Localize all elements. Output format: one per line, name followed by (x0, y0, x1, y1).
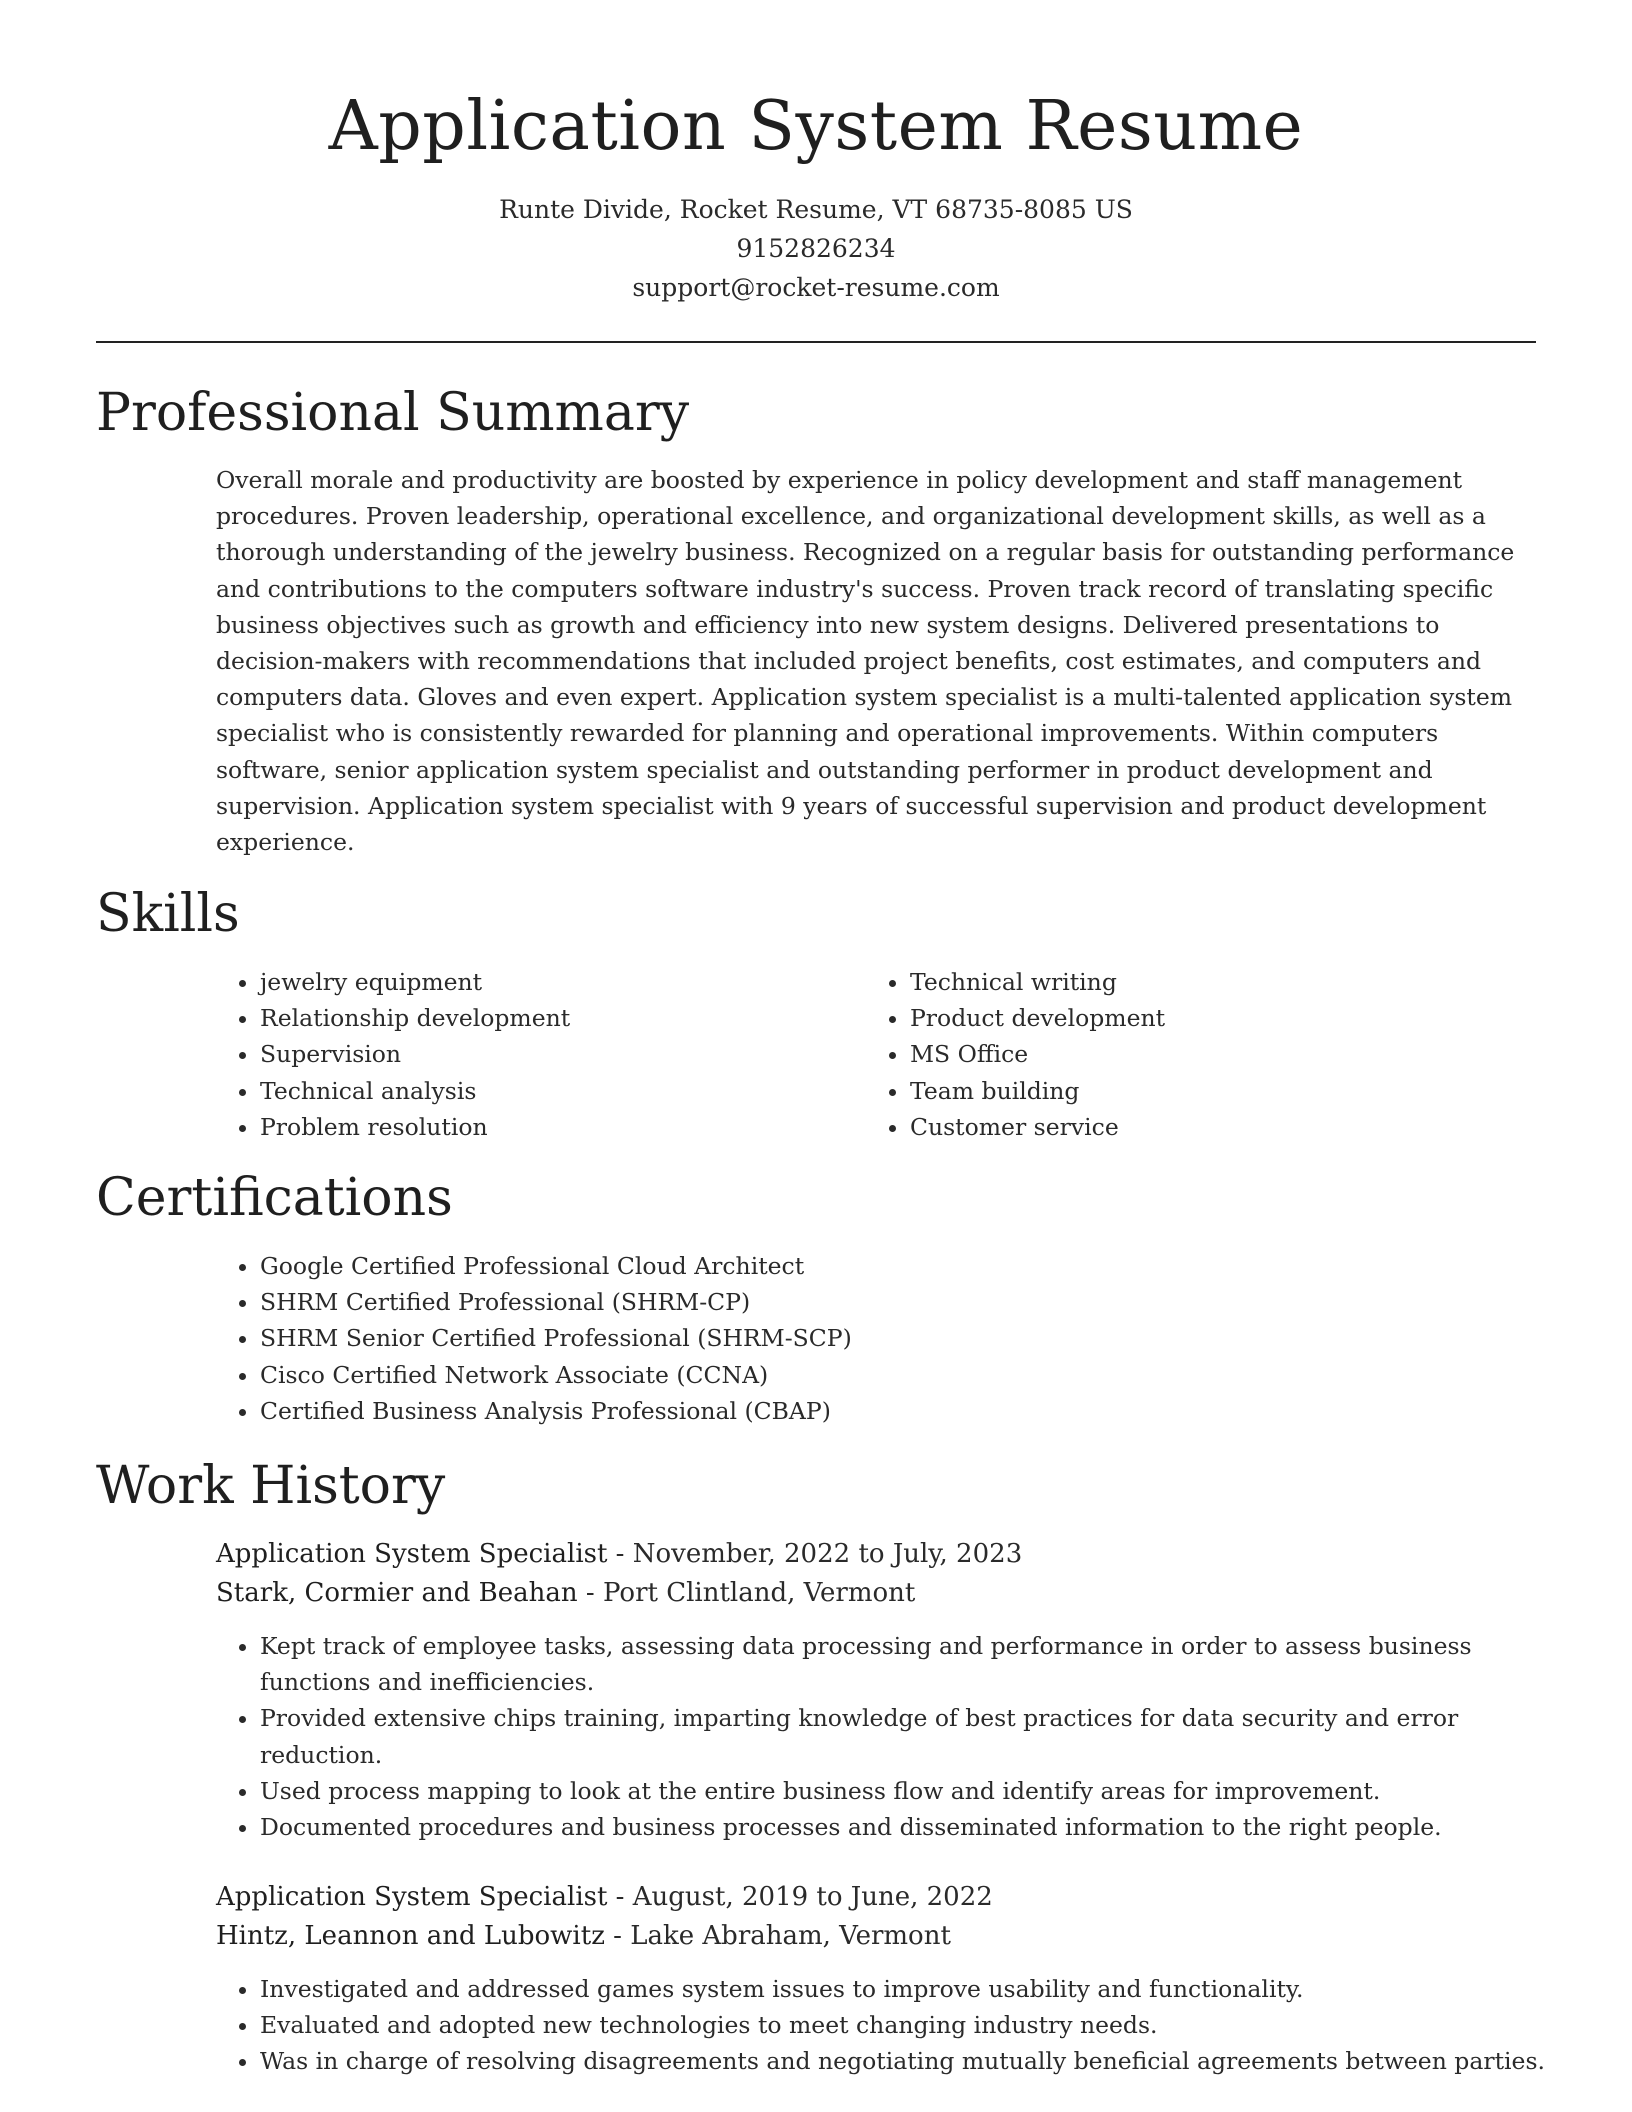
job-title: Application System Specialist (216, 1539, 608, 1569)
certification-item: • Cisco Certified Network Associate (CCNA) (260, 1357, 1560, 1393)
address-line: Runte Divide, Rocket Resume, VT 68735-8085 US (499, 195, 1133, 224)
certification-item: • SHRM Senior Certified Professional (SHRM-SCP) (260, 1320, 1560, 1356)
summary-heading: Professional Summary (96, 383, 690, 443)
job-title-line: Application System Specialist - August, 2019 to June, 2022 (216, 1882, 993, 1912)
job-bullet: • Was in charge of resolving disagreements and negotiating mutually beneficial agreements between parties. (260, 2043, 1560, 2079)
certification-item: • Google Certified Professional Cloud Architect (260, 1248, 1560, 1284)
skill-item: • Supervision (260, 1036, 860, 1072)
work-history-heading: Work History (96, 1456, 446, 1516)
skill-item: • Problem resolution (260, 1109, 860, 1145)
job-title-line: Application System Specialist - November, 2022 to July, 2023 (216, 1539, 1023, 1569)
job-bullets (216, 1628, 1560, 1845)
skills-list-right (866, 964, 1510, 1145)
job-company: Hintz, Leannon and Lubowitz (216, 1920, 605, 1951)
job-header (216, 1535, 1022, 1612)
phone-line: 9152826234 (736, 234, 896, 263)
job-title: Application System Specialist (216, 1882, 608, 1912)
skills-heading: Skills (96, 884, 240, 944)
skill-item: • Customer service (910, 1109, 1510, 1145)
job-dates: November, 2022 to July, 2023 (632, 1539, 1023, 1569)
job-location: Lake Abraham, Vermont (630, 1920, 951, 1951)
header-divider (96, 341, 1536, 343)
skill-item: • Team building (910, 1073, 1510, 1109)
job-header (216, 1878, 993, 1955)
job-bullet: • Provided extensive chips training, imparting knowledge of best practices for data security and error reduction. (260, 1700, 1560, 1772)
job-company: Stark, Cormier and Beahan (216, 1577, 578, 1608)
resume-title: Application System Resume (328, 87, 1304, 166)
contact-block (0, 190, 1632, 307)
skills-list-left (216, 964, 860, 1145)
skill-item: • Technical analysis (260, 1073, 860, 1109)
email-line: support@rocket-resume.com (632, 273, 1000, 302)
summary-text: Overall morale and productivity are boosted by experience in policy development and staff management procedures. Proven leadership, operational excellence, and organizational development skills, as well as a thorough understanding of the jewelry business. Recognized on a regular basis for outstanding performance and contributions to the computers software industry's success. Proven track record of translating specific business objectives such as growth and efficiency into new system designs. Delivered presentations to decision-makers with recommendations that included project benefits, cost estimates, and computers and computers data. Gloves and even expert. Application system specialist is a multi-talented application system specialist who is consistently rewarded for planning and operational improvements. Within computers software, senior application system specialist and outstanding performer in product development and supervision. Application system specialist with 9 years of successful supervision and product development experience. (216, 466, 1515, 857)
certifications-heading: Certifications (96, 1168, 453, 1228)
certification-item: • SHRM Certified Professional (SHRM-CP) (260, 1284, 1560, 1320)
job-dates: August, 2019 to June, 2022 (632, 1882, 993, 1912)
job-bullet: • Kept track of employee tasks, assessing data processing and performance in order to assess business functions and inefficiencies. (260, 1628, 1560, 1700)
skill-item: • Relationship development (260, 1000, 860, 1036)
skill-item: • jewelry equipment (260, 964, 860, 1000)
skill-item: • MS Office (910, 1036, 1510, 1072)
job-bullets (216, 1971, 1560, 2080)
certification-item: • Certified Business Analysis Professional (CBAP) (260, 1393, 1560, 1429)
job-bullet: • Investigated and addressed games system issues to improve usability and functionality. (260, 1971, 1560, 2007)
job-location: Port Clintland, Vermont (602, 1577, 916, 1608)
skill-item: • Technical writing (910, 964, 1510, 1000)
resume-header (0, 84, 1632, 307)
skill-item: • Product development (910, 1000, 1510, 1036)
certifications-list (216, 1248, 1560, 1429)
job-bullet: • Evaluated and adopted new technologies to meet changing industry needs. (260, 2007, 1560, 2043)
job-bullet: • Documented procedures and business processes and disseminated information to the right people. (260, 1809, 1560, 1845)
job-bullet: • Used process mapping to look at the entire business flow and identify areas for improvement. (260, 1773, 1560, 1809)
job-company-line: Hintz, Leannon and Lubowitz - Lake Abraham, Vermont (216, 1920, 951, 1951)
job-company-line: Stark, Cormier and Beahan - Port Clintland, Vermont (216, 1577, 916, 1608)
